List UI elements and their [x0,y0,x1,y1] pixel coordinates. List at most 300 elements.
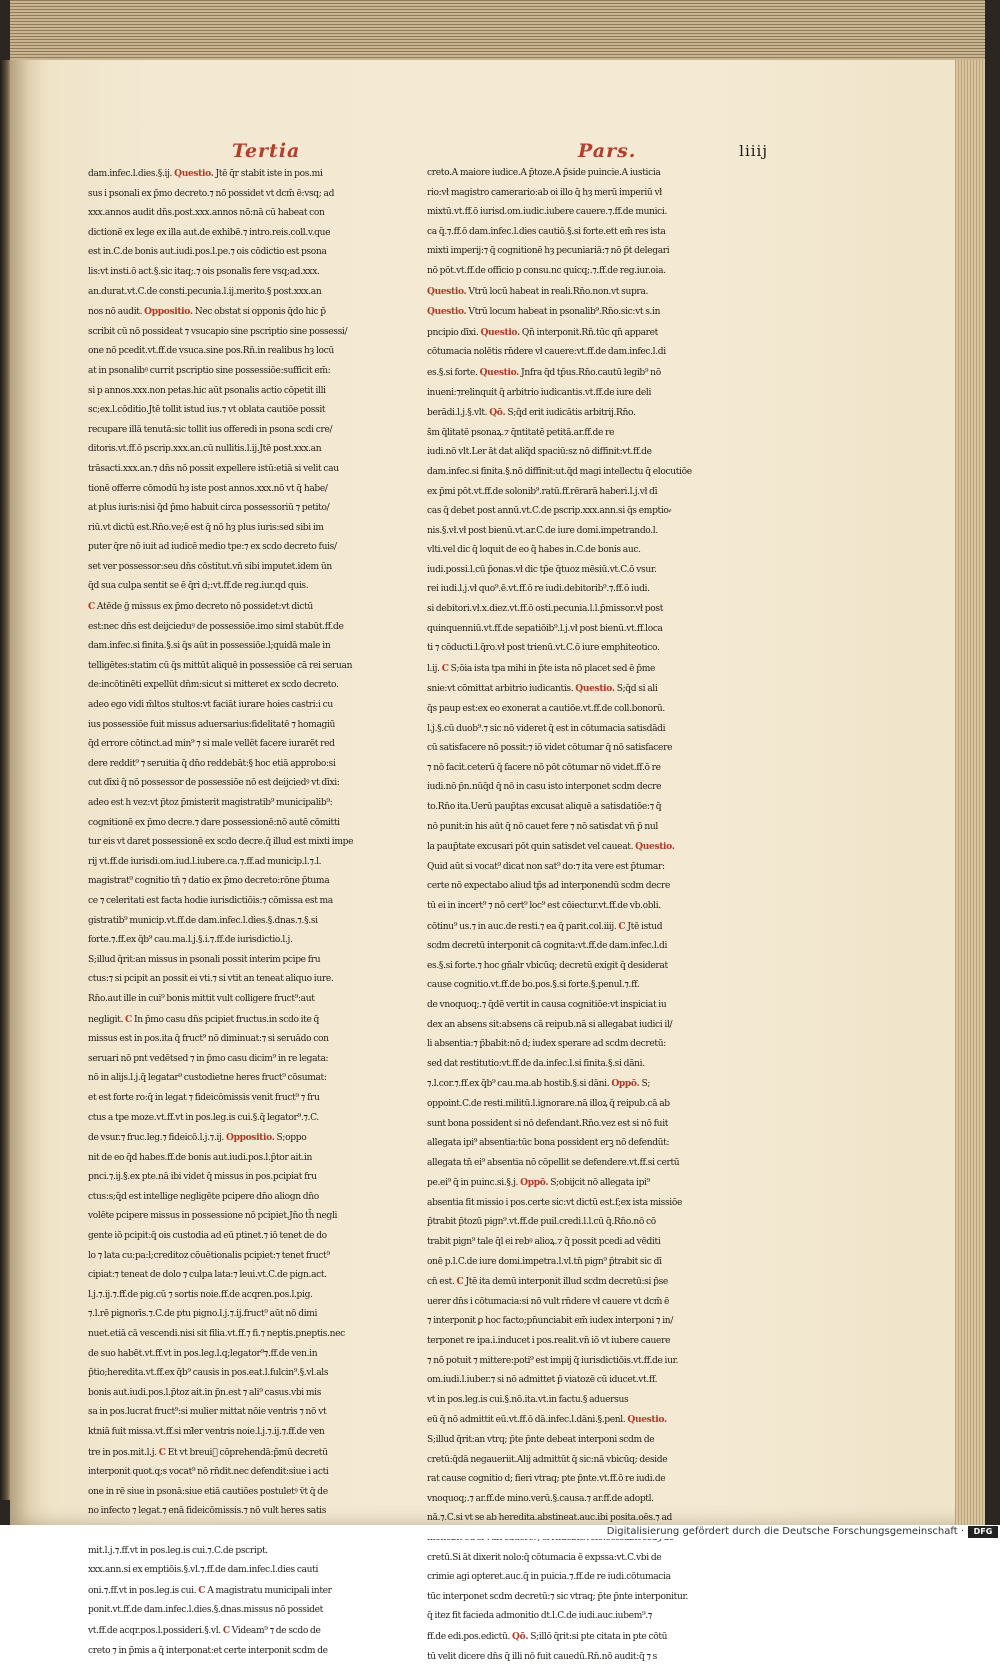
text-segment: Qn̄ interponit.Rn̄.tūc qn̄ apparet [519,327,658,338]
rubric-marker: Qō. [489,407,506,419]
text-segment: tur eis vt daret possessionē ex scdo decre.q̄ illud est mixti impe [88,837,354,848]
text-line [427,1173,762,1194]
text-line [88,1247,423,1267]
text-segment: oppoint.C.de resti.militū.l.ignorare.nā illoꝝ q̄ reipub.cā ab [427,1098,670,1109]
text-segment: tre in pos.mit.l.j. [88,1447,159,1458]
text-line [88,1325,423,1345]
text-segment: Atēde g̃ missus ex p̄mo decreto nō possidet:vt dictū [94,602,313,613]
text-segment: sc;ex.l.cōditio.Jtē tollit istud ius.⁊ vt oblata cautiōe possit [88,405,326,416]
rubric-marker: C [222,1624,230,1636]
text-line [427,1074,762,1095]
text-line [88,1561,423,1581]
text-segment: missus est in pos.ita q̄ fruct⁹ nō diminuat:⁊ si seruādo con [88,1034,329,1045]
text-segment: la paup̄tate excusari pōt quin satisdet vel caueat. [427,842,636,853]
text-line [88,558,423,578]
text-segment: no infecto ⁊ legat.⁊ enā fideicōmissis.⁊ nō vult heres satis [88,1506,327,1517]
rubric-marker: C [125,1013,132,1025]
text-line [427,639,762,659]
text-line [427,1253,762,1273]
text-segment: li absentia:⁊ p̄babit:nō d; iudex sperare ad scdm decretū: [427,1039,666,1050]
text-line [88,185,423,205]
text-line [88,1403,423,1423]
text-segment: dam.infec.si finita.§.si q̄s aūt in possessiōe.l;quidā male in [88,641,331,652]
text-segment: vt in pos.leg.is cui.§.nō.ita.vt.in factu.§ aduersus [427,1394,629,1405]
text-line [427,1549,762,1569]
text-segment: S;q̄d erit iudicātis arbitrij.Rn̄o. [505,408,636,419]
text-segment: cōtumacia nolētis rn̄dere vł cauere:vt.ff.de dam.infec.l.di [427,347,666,358]
text-segment: forte.⁊.ff.ex q̄b⁹ cau.ma.l.j.§.i.⁊.ff.de iurisdictio.l.j. [88,935,293,946]
text-line [88,401,423,421]
text-segment: sed dat restitutio:vt.ff.de da.infec.l.si finita.§.si dāni. [427,1058,645,1069]
text-line [427,463,762,483]
text-segment: xxx.annos audit dn̄s.post.xxx.annos nō:nā cū habeat con [88,208,325,219]
text-segment: nō in alijs.l.j.q̄ legatar⁹ custodietne heres fruct⁹ cōsumat: [88,1073,327,1084]
text-segment: dam.infec.l.dies.§.ij. [88,169,175,179]
text-line [88,302,423,323]
text-line [88,637,423,657]
text-segment: uerer dn̄s i cōtumacia:si nō vult rn̄dere vł cauere vt dcm̄ ē [427,1296,670,1307]
text-line [88,1364,423,1384]
text-segment: lo ⁊ lata cu:pa:l;creditoz cōuētionalis pcipiet:⁊ tenet fruct⁹ [88,1250,330,1261]
text-segment: ex p̄mi pōt.vt.ff.de solonib⁹.ratū.ff.rērarā haberi.l.j.vł dī [427,486,658,497]
text-segment: S;oppo [274,1133,307,1144]
rubric-marker: Questio. [627,1414,667,1426]
text-line [427,1352,762,1372]
text-segment: rio:vł magistro camerario:ab oi illo q̄ hȝ merū imperiū vł [427,187,662,198]
text-segment: ce ⁊ celeritati est facta hodie iurisdictiōis:⁊ cōmissa est ma [88,895,333,906]
text-line [88,1581,423,1602]
text-segment: inueni:⁊relinquit q̄ arbitrio iudicantis.vt.ff.de iure deli [427,387,652,398]
rubric-marker: Oppositio. [144,306,193,318]
text-segment: vt.ff.de acqr.pos.l.possideri.§.vl. [88,1625,223,1636]
text-line [88,676,423,696]
text-segment: A magistratu municipali inter [205,1585,332,1596]
text-line [88,342,423,362]
text-segment: oni.⁊.ff.vt in pos.leg.is cui. [88,1585,199,1596]
text-line [427,1627,762,1648]
text-segment: pnci.⁊.ij.§.ex pte.nā ibi videt q̄ missus in pos.pcipiat fru [88,1172,317,1183]
rubric-marker: Questio. [575,683,615,695]
text-segment: de suo habēt.vt.ff.vt in pos.leg.l.q;legator⁹⁊.ff.de ven.in [88,1348,318,1359]
text-segment: to.Rn̄o ita.Uerū paup̄tas excusat aliquē a satisdatiōe:⁊ q̄ [427,802,662,812]
text-line [427,1451,762,1471]
text-line [427,1095,762,1115]
text-segment: ctus a tpe moze.vt.ff.vt in pos.leg.is cui.§.q̄ legator⁹.⁊.C. [88,1112,319,1123]
rubric-marker: C [198,1584,206,1596]
text-line [427,720,762,740]
text-line [427,1568,762,1588]
text-segment: ⁊.l.cor.⁊.ff.ex q̄b⁹ cau.ma.ab hostib.§.si dāni. [427,1079,612,1090]
text-line [88,1286,423,1306]
text-line [88,657,423,677]
text-line [88,912,423,932]
text-line [88,618,423,638]
text-segment: sus i psonali ex p̄mo decreto.⁊ nō possidet vt dcm̄ ē:vsq; ad [88,188,335,199]
text-segment: Jtē ita demū interponit illud scdm decretū:si p̄se [463,1277,668,1288]
text-segment: l.j.⁊.ij.⁊.ff.de pig.cū ⁊ sortis noie.ff.de acqren.pos.l.pig. [88,1289,313,1300]
text-segment: dex an absens sit:absens cā reipub.nā si allegabat iudici il/ [427,1019,673,1030]
left-text-column [88,164,423,1656]
text-segment: pe.ei⁹ q̄ in puinc.si.§.j. [427,1178,521,1189]
text-segment: Jtē istud [625,921,663,932]
text-segment: Vtrū locū habeat in reali.Rn̄o.non.vt supra. [466,286,649,297]
text-segment: ⁊ nō facit.ceterū q̄ facere nō pōt cōtumar nō videt.ff.ō re [427,762,661,773]
text-segment: rat cause cognitio d; fieri vtraq; pte p̄nte.vt.ff.ō re iudi.de [427,1474,666,1485]
text-segment: allegata tn̄ ei⁹ absentia nō cōpellit se defendere.vt.ff.si certū [427,1157,680,1168]
text-segment: Videam⁹ ⁊ de scdo de [229,1625,321,1636]
text-line [427,917,762,938]
text-line [427,1293,762,1313]
rubric-marker: Qō. [512,1630,529,1642]
text-line [88,480,423,500]
text-segment: q̄s paup est:ex eo exonerat a cautiōe.vt.ff.de coll.bonorū. [427,704,665,715]
text-segment: cognitionē ex p̄mo decre.⁊ dare possessionē:nō autē cōmitti [88,817,340,828]
text-segment: eū q̄ nō admittit eū.vt.ff.ō dā.infec.l.dāni.§.penl. [427,1415,628,1426]
rubric-marker: Questio. [479,366,519,378]
text-line [427,223,762,243]
text-segment: nō punit:in his aūt q̄ nō cauet fere ⁊ nō satisdat vn̄ p̄ nul [427,821,658,832]
text-line [88,577,423,597]
text-segment: dere reddit⁹ ⁊ seruitia q̄ dn̄o reddebāt:§ hoc etiā approbo:si [88,758,336,769]
dfg-logo: DFG [968,1526,998,1538]
text-line [427,818,762,838]
text-segment: S;illud q̄rit:an missus in psonali possit interim pcipe fru [88,954,321,965]
running-head-center: Pars. [578,140,637,162]
text-segment: snie:vt cōmittat arbitrio iudicantis. [427,684,576,695]
text-segment: telligētes:statim cū q̄s mittūt aliquē in possessiōe cā rei seruan [88,660,353,671]
text-line [427,522,762,542]
text-segment: Nec obstat si opponis q̄do hic p̄ [192,307,326,318]
text-line [88,892,423,912]
text-segment: adeo est h vez:vt p̄toz p̄misterit magistratib⁹ municipalib⁹: [88,798,333,808]
text-line [427,403,762,424]
text-segment: ff.de edi.pos.edictū. [427,1631,513,1642]
text-line [88,1502,423,1522]
text-segment: iudi.nō vlt.Ler āt dat aliq̄d spaciū:sz nō diffinit:vt.ff.de [427,447,652,458]
rubric-marker: Questio. [174,168,214,179]
text-line [427,1134,762,1154]
text-segment: rei iudi.l.j.vł quo⁹.ē.vt.ff.ō re iudi.debitorib⁹.⁊.ff.ō iudi. [427,584,650,595]
text-segment: S;illō q̄rit:si pte citata in pte cōtū [528,1631,668,1642]
text-line [427,778,762,798]
text-segment: ditoris.vt.ff.ō pscrip.xxx.an.cū nullitis.l.ij.Jtē post.xxx.an [88,444,322,455]
text-line [88,1642,423,1662]
text-segment: mixti imperij:⁊ q̄ cognitionē hȝ pecuniariā:⁊ nō p̄t delegari [427,246,670,257]
text-line [427,996,762,1016]
text-segment: nuet.etiā cā vescendi.nisi sit filia.vt.ff.⁊ fi.⁊ neptis.pneptis.nec [88,1329,345,1340]
text-line [427,443,762,463]
text-line [427,203,762,223]
text-line [88,519,423,539]
text-line [427,1055,762,1075]
text-segment: Et vt breuiᷓ cōprehendā:p̄mū decretū [165,1447,328,1458]
text-line [427,659,762,680]
text-segment: p̄trabit p̄tozū pign⁹.vt.ff.de puil.credi.l.l.cū q̄.Rn̄o.nō cō [427,1217,656,1228]
text-segment: at plus iuris:nisi q̄d p̄mo habuit circa possessoriū ⁊ petito/ [88,503,330,514]
text-line [427,164,762,184]
text-line [88,1050,423,1070]
text-segment: terponet re ipa.i.inducet i pos.realit.vn̄ iō vt iubere cauere [427,1336,671,1347]
text-line [427,700,762,720]
text-line [427,323,762,344]
text-line [88,1345,423,1365]
text-segment: tū velit dicere dn̄s q̄ illi nō fuit cauedū.Rn̄.nō audit:q̄ ⁊ s [427,1651,657,1662]
text-segment: nit de eo q̄d habes.ff.de bonis aut.iudi.pos.l.p̄tor ait.in [88,1152,312,1163]
text-line [88,735,423,755]
text-line [88,833,423,853]
text-line [427,739,762,759]
footer-credit: Digitalisierung gefördert durch die Deutsche Forschungsgemeinschaft · [606,1526,964,1537]
text-line [88,716,423,736]
text-line [427,1233,762,1253]
rubric-marker: Oppositio. [226,1132,275,1144]
text-segment: est in.C.de bonis aut.iudi.pos.l.pe.⁊ ois cōdictio est psona [88,247,327,258]
text-segment: es.§.si forte.⁊ hoc gn̄alr vbicūq; decretū exigit q̄ desiderat [427,960,668,971]
text-segment: rij vt.ff.de iurisdi.om.iud.l.iubere.ca.⁊.ff.ad municip.l.⁊.l. [88,856,322,867]
text-line [88,1168,423,1188]
text-line [427,1035,762,1055]
text-segment: tūc interponet scdm decretū:⁊ sic vtraq; p̄te p̄nte interponitur. [427,1591,688,1602]
text-segment: crimie agi opteret.auc.q̄ in puicia.⁊.ff.de re iudi.cōtumacia [427,1572,671,1583]
text-line [88,243,423,263]
text-segment: adeo ego vidi m̄ltos stultos:vt faciāt iurare hoies castri:i cu [88,700,333,711]
text-line [88,1483,423,1503]
text-line [427,957,762,977]
text-segment: Rn̄o.aut ille in cui⁹ bonis mittit vult colligere fruct⁹:aut [88,993,315,1004]
text-segment: nā.⁊.C.si vt se ab heredita.abstineat.auc.ibi posita.oēs.⁊ ad [427,1513,673,1524]
text-segment: S;q̄d si ali [614,684,658,695]
text-line [88,1069,423,1089]
text-segment: creto ⁊ in p̄mis a q̄ interponat:et certe interponit scdm de [88,1645,328,1656]
text-line [88,1109,423,1129]
text-segment: mit.l.j.⁊.ff.vt in pos.leg.is cui.⁊.C.de pscript. [88,1545,268,1556]
text-segment: xxx.ann.si ex emptiōis.§.vl.⁊.ff.de dam.infec.l.dies cauti [88,1565,319,1576]
text-segment: gente iō pcipit:q̄ ois custodia ad eū ptinet.⁊ iō tenet de do [88,1231,327,1242]
text-segment: scdm decretū interponit cā cognita:vt.ff.de dam.infec.l.di [427,941,668,952]
text-line [427,502,762,522]
text-line [427,1490,762,1510]
text-line [88,1601,423,1621]
text-line [88,1227,423,1247]
rubric-marker: C [618,920,626,932]
text-line [427,384,762,404]
rubric-marker: Questio. [427,285,467,297]
rubric-marker: C [158,1446,166,1458]
text-line [88,362,423,382]
text-line [427,1588,762,1608]
text-segment: Jnfra q̄d tp̄us.Rn̄o.cautū legib⁹ nō [518,367,661,378]
text-segment: iudi.possi.l.cū p̄onas.vł dic tp̄e q̄tuoz mēsiū.vt.C.ō vsur. [427,564,657,575]
text-line [427,541,762,561]
text-segment: lis:vt insti.ō act.§.sic itaq;.⁊ ois psonalis fere vsq;ad.xxx. [88,266,320,277]
text-line [427,1470,762,1490]
text-line [427,1016,762,1036]
text-segment: ius possessiōe fuit missus aduersarius:fidelitatē ⁊ homagiū [88,719,336,730]
text-line [427,858,762,878]
text-line [427,679,762,700]
text-line [427,798,762,818]
text-line [427,1194,762,1214]
text-line [427,1371,762,1391]
text-line [88,1384,423,1404]
text-segment: cū satisfacere nō possit:⁊ iō videt cōtumar q̄ nō satisfacere [427,743,673,754]
text-segment: ktniā fuit missa.vt.ff.si mł̄er ventris noie.l.j.⁊.ij.⁊.ff.de ven [88,1427,325,1437]
text-segment: dam.infec.si finita.§.nō diffinit:ut.q̄d magi intellectu q̄ elocutiōe [427,466,692,477]
text-line [427,837,762,858]
text-segment: one in rē siue in psonā:siue etiā cautiōes postuletꝰ v̄t q̄ de [88,1486,328,1497]
text-segment: one nō pcedit.vt.ff.de vsuca.sine pos.Rn̄.in realibus hȝ locū [88,346,334,357]
text-segment: S; [639,1079,651,1090]
text-segment: interponit quot.q;s vocat⁹ nō rn̄dit.nec defendit:siue i acti [88,1467,329,1478]
text-line [88,970,423,990]
text-line [427,976,762,996]
text-line [427,363,762,384]
text-segment: et est forte ro:q̄ in legat ⁊ fideicōmissis venit fruct⁹ ⁊ fru [88,1092,320,1103]
text-segment: l.j.§.cū duob⁹.⁊ sic nō videret q̄ est in cōtumacia satisdādi [427,723,666,734]
text-line [427,561,762,581]
text-line [427,1312,762,1332]
text-segment: cōtinu⁹ us.⁊ in auc.de resti.⁊ ea q̄ parit.col.iiij. [427,921,619,932]
text-segment: q̄ itez fit facieda admonitio dt.l.C.de iudi.auc.iubem⁹.⁊ [427,1611,652,1622]
text-line [427,580,762,600]
text-segment: mixtū.vt.ff.ō iurisd.om.iudic.iubere cauere.⁊.ff.de munici. [427,207,668,218]
text-segment: S;ōia ista tpa mihi in p̄te ista nō placet sed ē p̄me [448,663,656,674]
text-segment: negligit. [88,1014,126,1025]
text-segment: S;obijcit nō allegata ipi⁹ [548,1178,650,1189]
text-line [427,1607,762,1627]
text-line [88,794,423,814]
text-segment: scribit cū nō possideat ⁊ vsucapio sine pscriptio sine possessi/ [88,326,348,337]
rubric-marker: C [441,662,449,674]
text-line [88,696,423,716]
text-line [88,853,423,873]
text-segment: ⁊ interponit ꝑ hoc facto;pn̄unciabit em̄ iudex interponi ⁊ in/ [427,1316,674,1327]
text-segment: riū.vt dictū est.Rn̄o.ve;ē est q̄ nō hȝ plus iuris:sed sibi im [88,522,324,533]
text-line [427,897,762,917]
rubric-marker: Questio. [635,841,675,853]
text-line [88,164,423,185]
text-line [88,1305,423,1325]
text-line [427,262,762,282]
text-segment: berādi.l.j.§.vlt. [427,408,490,419]
text-segment: de vsur.⁊ fruc.leg.⁊ fideicō.l.j.⁊.ij. [88,1133,226,1144]
text-line [88,597,423,618]
text-segment: seruari nō pnt vedētsed ⁊ in p̄mo casu dicim⁹ in re legata: [88,1053,329,1064]
text-segment: magistrat⁹ cognitio tn̄ ⁊ datio ex p̄mo decreto:rōne p̄tuma [88,876,330,887]
text-line [427,1648,762,1667]
text-line [88,814,423,834]
text-segment: trabit pign⁹ tale q̄l ei rebꝰ alioꝝ.⁊ q̄ possit pcedi ad vēditi [427,1237,661,1248]
text-line [427,343,762,363]
text-line [427,483,762,503]
text-segment: tū ei in incert⁹ ⁊ nō cert⁹ loc⁹ est cōiectur.vt.ff.de vb.obli. [427,900,661,911]
text-line [88,1030,423,1050]
text-segment: at in psonalibꝰ currit pscriptio sine possessiōe:sufficit em̄: [88,365,331,376]
text-segment: S;illud q̄rit:an vtrq; p̄te p̄nte debeat interponi scdm de [427,1435,655,1445]
text-segment: p̄tio;heredita.vt.ff.ex q̄b⁹ causis in pos.eat.l.fulcin⁹.§.vl.als [88,1368,329,1379]
text-line [88,1423,423,1443]
text-line [88,440,423,460]
text-segment: allegata ipi⁹ absentia:tūc bona possident erꝫ nō defendūt: [427,1138,670,1149]
text-segment: gistratib⁹ municip.vt.ff.de dam.infec.l.dies.§.dnas.⁊.§.si [88,915,318,926]
rubric-marker: C [88,601,95,613]
text-line [427,620,762,640]
text-line [88,951,423,971]
text-line [88,460,423,480]
text-segment: cretū.Si āt dixerit nolo:q̄ cōtumacia ē expssa:vt.C.vbi de [427,1552,662,1563]
text-line [427,424,762,444]
text-line [427,1410,762,1431]
text-segment: dictionē ex lege ex illa aut.de exhibē.⁊ intro.reis.coll.v.que [88,227,331,238]
text-segment: q̄d errore cōtinct.ad min⁹ ⁊ si male vellēt facere iurarēt red [88,739,335,750]
text-line [88,755,423,775]
text-line [88,1010,423,1031]
text-segment: nis.§.vł.vł post bienū.vt.ar.C.de iure domi.impetrando.l. [427,525,658,536]
text-line [88,1463,423,1483]
text-line [427,600,762,620]
running-head-left: Tertia [232,140,301,162]
text-line [88,1266,423,1286]
text-segment: creto.A maiore iudice.A p̄toze.A p̄side puincie.A iusticia [427,168,661,178]
right-text-column [427,164,762,1662]
rubric-marker: Questio. [427,306,467,318]
text-line [88,283,423,303]
text-segment: s̄m q̄litatē psonaꝝ.⁊ q̄ntitatē petitā.ar.ff.de re [427,427,615,438]
text-line [427,1391,762,1411]
text-segment: ponit.vt.ff.de dam.infec.l.dies.§.dnas.missus nō possidet [88,1605,323,1616]
text-line [88,1207,423,1227]
text-line [427,1332,762,1352]
text-line [427,877,762,897]
folio-number: liiij [739,142,768,160]
text-segment: In p̄mo casu dn̄s pcipiet fructus.in scdo ite q̄ [131,1014,320,1025]
text-segment: cut dīxi q̄ nō possessor de possessiōe nō est deijciedꝰ vt dīxi: [88,778,340,789]
text-segment: l.ij. [427,663,442,674]
text-segment: cretū:q̄dā negaueriit.Alij admittūt q̄ sic:nā vbicūq; deside [427,1454,668,1465]
text-line [88,224,423,244]
text-segment: de:incōtinēti expellūt dn̄m:sicut si mitteret ex scdo decreto. [88,680,339,691]
text-line [427,937,762,957]
text-segment: ctus:⁊ si pcipit an possit ei vti.⁊ si vtit an teneat aliquo iure. [88,974,334,985]
text-segment: cause cognitio.vt.ff.de bo.pos.§.si forte.§.penul.⁊.ff. [427,980,640,991]
text-line [427,282,762,303]
text-line [88,204,423,224]
text-line [427,242,762,262]
text-line [88,382,423,402]
text-line [88,774,423,794]
text-segment: ⁊.l.rē pignorīs.⁊.C.de ptu pigno.l.j.⁊.ij.fruct⁹ aūt nō dimi [88,1309,318,1320]
text-segment: an.durat.vt.C.de consti.pecunia.l.ij.merito.§ post.xxx.an [88,286,322,297]
text-line [88,1089,423,1109]
rubric-marker: Oppō. [611,1078,640,1090]
text-segment: ti ⁊ cōducti.l.q̄ro.vł post trienū.vt.C.ō iure emphiteotico. [427,643,660,654]
text-line [88,1443,423,1464]
text-segment: es.§.si forte. [427,367,480,378]
text-segment: sa in pos.lucrat fruct⁹:si mulier mittat nōie ventris ⁊ nō vt [88,1407,327,1418]
text-segment: om.iudi.l.iuber.⁊ si nō admittet p̄ viatozē cū iducet.vt.ff. [427,1375,658,1386]
text-segment: iudi.nō p̄n.nūq̄d q̄ nō in casu isto interponet scdm decre [427,782,662,793]
text-line [88,1188,423,1208]
text-segment: cn̄ est. [427,1277,457,1288]
text-line [427,1213,762,1233]
text-line [88,1621,423,1642]
footer-bar [0,1525,1000,1539]
text-line [427,759,762,779]
text-segment: cas q̄ debet post annū.vt.C.de pscrip.xxx.ann.si q̄s emptio⸗ [427,506,672,517]
text-segment: bonis aut.iudi.pos.l.p̄toz ait.in p̄n.est ⁊ ali⁹ casus.vbi mis [88,1387,322,1398]
text-line [88,1128,423,1149]
text-segment: de vnoquoq;.⁊ q̄dē vertit in causa cognitiōe:vt inspiciat iu [427,999,667,1010]
